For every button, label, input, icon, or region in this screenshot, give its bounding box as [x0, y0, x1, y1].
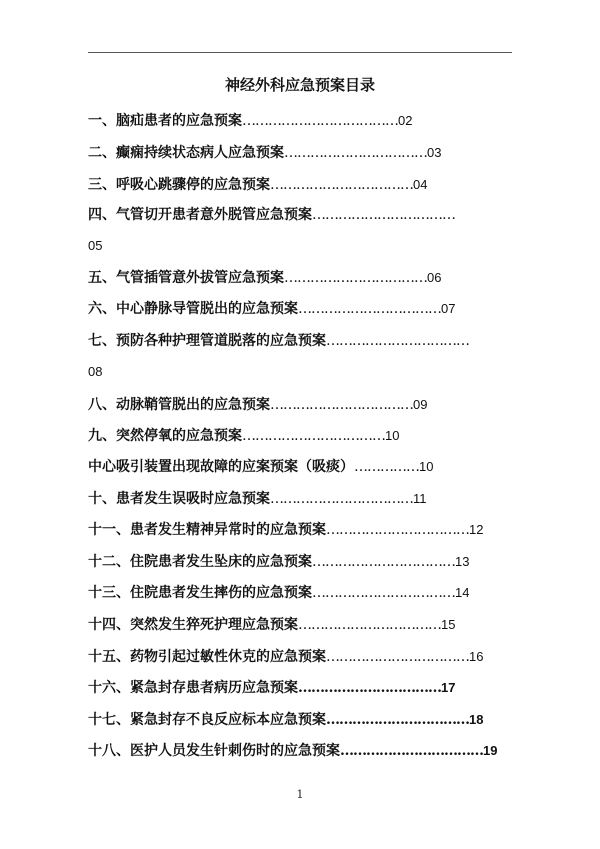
toc-entry-label: 十、患者发生误吸时应急预案	[88, 491, 270, 507]
toc-page-number: 08	[88, 364, 103, 379]
toc-entry	[88, 300, 455, 318]
toc-entry	[88, 269, 441, 287]
toc-page-number: 11	[413, 491, 427, 506]
toc-entry-label: 十六、紧急封存患者病历应急预案	[88, 680, 298, 696]
toc-page-number: 07	[441, 301, 456, 316]
toc-entry-label: 十七、紧急封存不良反应标本应急预案	[88, 712, 326, 728]
toc-entry-label: 一、脑疝患者的应急预案	[88, 113, 242, 129]
toc-entry	[88, 584, 469, 602]
toc-leader-dots: ……………………………	[298, 301, 441, 317]
toc-page-number: 04	[413, 177, 428, 192]
toc-page-number: 12	[469, 522, 484, 537]
toc-entry	[88, 679, 455, 697]
toc-entry	[88, 332, 469, 350]
toc-leader-dots: ………………………………	[242, 113, 398, 129]
toc-entry-label: 三、呼吸心跳骤停的应急预案	[88, 177, 270, 193]
toc-leader-dots: ……………………………	[270, 177, 413, 193]
toc-leader-dots: ……………………………	[298, 617, 441, 633]
page-footer-number: 1	[296, 788, 304, 801]
toc-entry	[88, 553, 469, 571]
toc-leader-dots: ……………………………	[270, 491, 413, 507]
toc-leader-dots: ……………………………	[270, 397, 413, 413]
toc-entry-label: 四、气管切开患者意外脱管应急预案	[88, 207, 312, 223]
toc-entry-label: 五、气管插管意外拔管应急预案	[88, 270, 284, 286]
toc-page-number: 16	[469, 649, 484, 664]
toc-page-number: 13	[455, 554, 470, 569]
toc-leader-dots: ……………………………	[242, 428, 385, 444]
toc-entry-label: 七、预防各种护理管道脱落的应急预案	[88, 333, 326, 349]
toc-leader-dots: ……………………………	[326, 649, 469, 665]
toc-entry-label: 十五、药物引起过敏性休克的应急预案	[88, 649, 326, 665]
toc-entry-label: 二、癫痫持续状态病人应急预案	[88, 145, 284, 161]
toc-page-number: 10	[419, 459, 434, 474]
toc-entry-label: 八、动脉鞘管脱出的应急预案	[88, 397, 270, 413]
toc-page-number: 05	[88, 238, 103, 253]
toc-entry-label: 十四、突然发生猝死护理应急预案	[88, 617, 298, 633]
toc-entry	[88, 206, 455, 224]
toc-entry	[88, 144, 441, 162]
toc-entry-label: 九、突然停氧的应急预案	[88, 428, 242, 444]
page-title: 神经外科应急预案目录	[224, 76, 375, 94]
toc-page-number: 09	[413, 397, 428, 412]
toc-leader-dots: ……………………………	[326, 333, 469, 349]
toc-entry	[88, 176, 427, 194]
toc-page-number: 19	[483, 743, 498, 758]
toc-entry-label: 十八、医护人员发生针刺伤时的应急预案	[88, 743, 340, 759]
toc-entry-label: 十一、患者发生精神异常时的应急预案	[88, 522, 326, 538]
toc-page-number: 14	[455, 585, 470, 600]
toc-entry	[88, 616, 455, 634]
toc-leader-dots: ……………………………	[326, 522, 469, 538]
toc-entry-label: 十二、住院患者发生坠床的应急预案	[88, 554, 312, 570]
toc-page-number: 17	[441, 680, 456, 695]
toc-entry-label: 六、中心静脉导管脱出的应急预案	[88, 301, 298, 317]
toc-leader-dots: ……………………………	[298, 680, 441, 696]
toc-leader-dots: ……………………………	[284, 270, 427, 286]
toc-leader-dots: ……………………………	[312, 554, 455, 570]
toc-entry	[88, 711, 483, 729]
toc-entry	[88, 112, 412, 130]
toc-entry	[88, 742, 497, 760]
toc-leader-dots: ……………	[354, 459, 419, 475]
toc-page-number: 06	[427, 270, 442, 285]
toc-leader-dots: ……………………………	[312, 585, 455, 601]
toc-leader-dots: ……………………………	[312, 207, 455, 223]
toc-entry	[88, 521, 483, 539]
toc-entry	[88, 458, 433, 476]
toc-leader-dots: ……………………………	[284, 145, 427, 161]
toc-entry-label: 十三、住院患者发生摔伤的应急预案	[88, 585, 312, 601]
toc-entry	[88, 427, 399, 445]
toc-entry-label: 中心吸引装置出现故障的应案预案（吸痰）	[88, 459, 354, 475]
toc-leader-dots: ……………………………	[326, 712, 469, 728]
toc-entry	[88, 648, 483, 666]
toc-entry	[88, 490, 427, 508]
header-rule	[88, 52, 512, 53]
toc-entry	[88, 396, 427, 414]
toc-page-number: 15	[441, 617, 456, 632]
toc-page-number: 03	[427, 145, 442, 160]
toc-page-number: 18	[469, 712, 484, 727]
toc-page-number: 02	[398, 113, 413, 128]
toc-leader-dots: ……………………………	[340, 743, 483, 759]
toc-page-number: 10	[385, 428, 400, 443]
